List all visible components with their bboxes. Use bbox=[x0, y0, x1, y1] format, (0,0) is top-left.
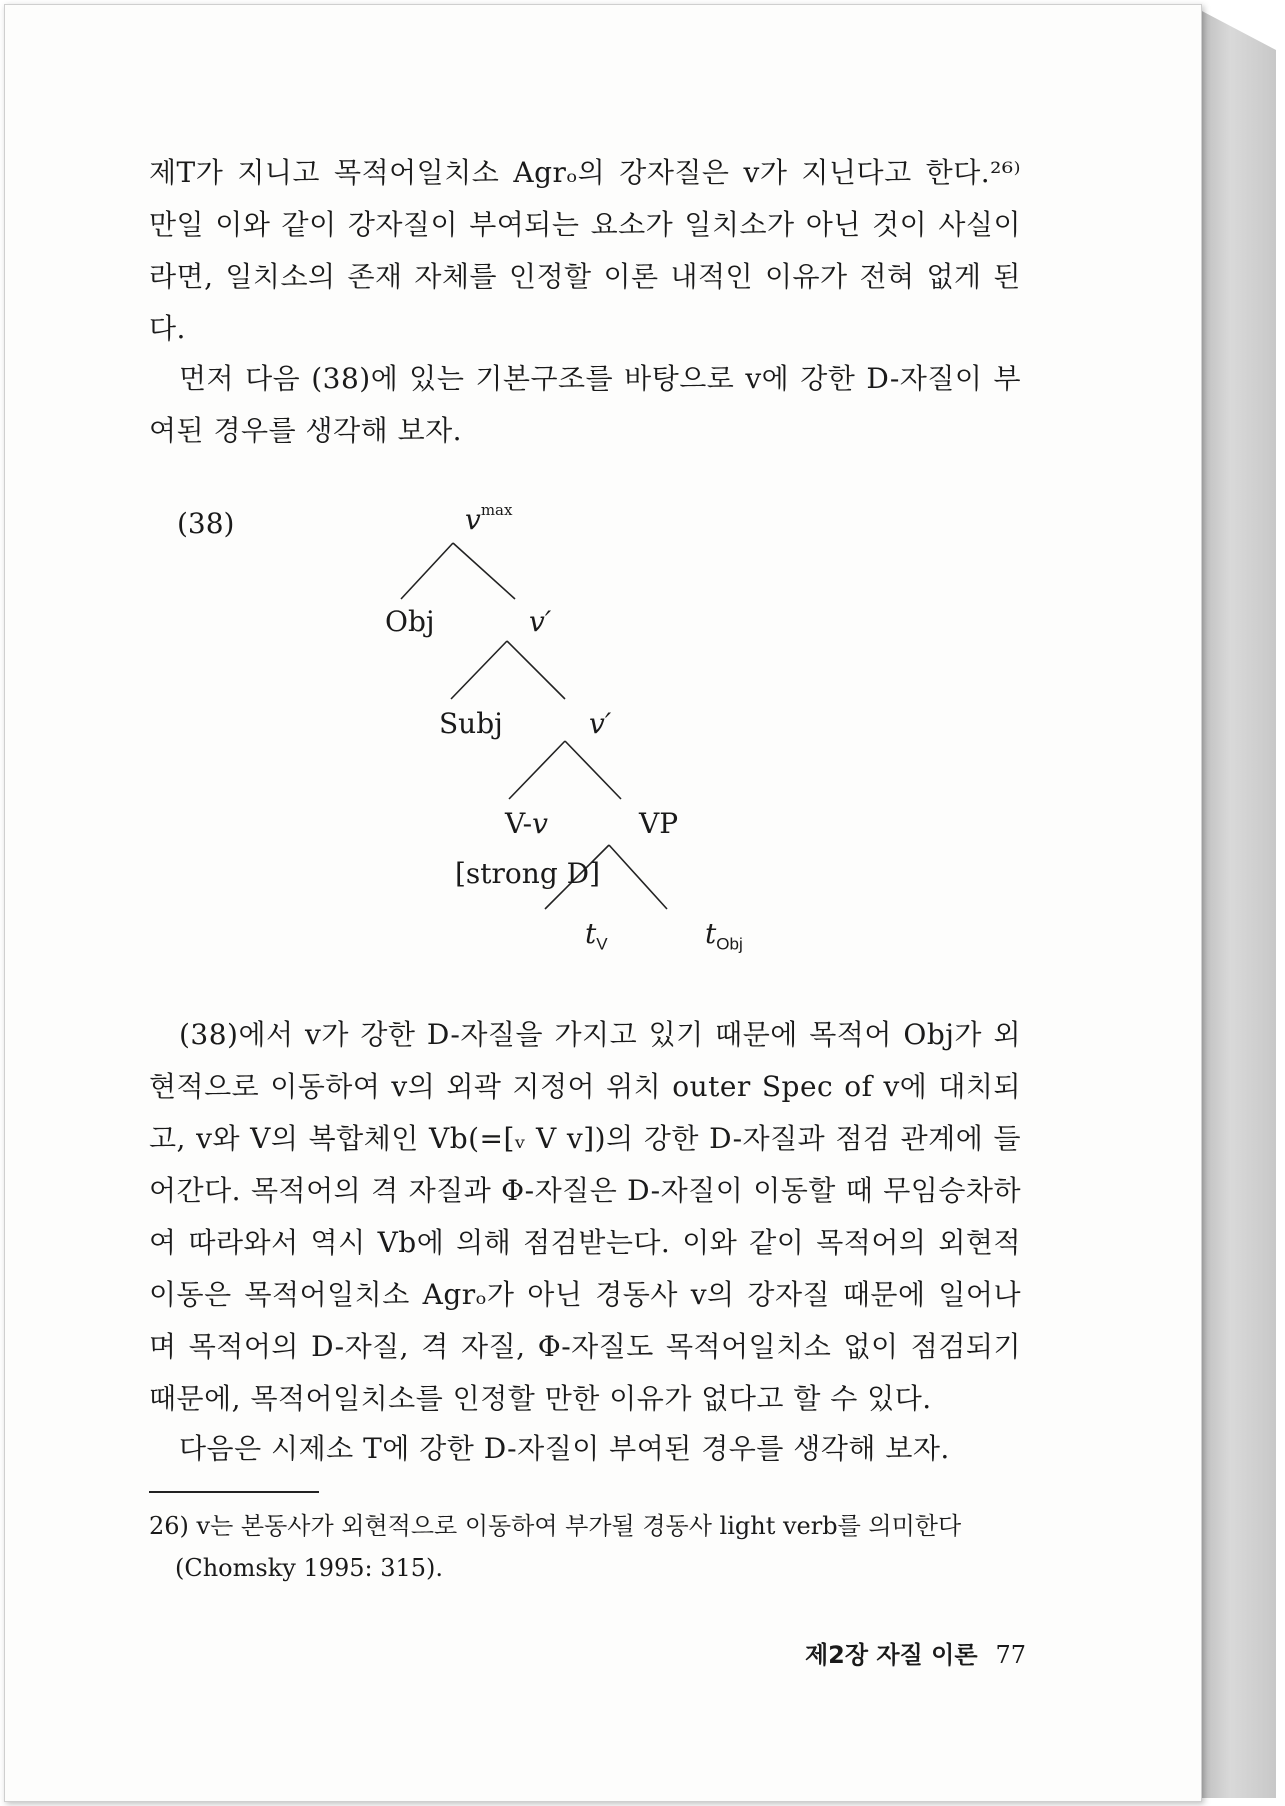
branch-vbar1-subj bbox=[451, 641, 507, 699]
branch-vbar2-vp bbox=[565, 741, 621, 799]
tree-branches bbox=[365, 501, 785, 971]
node-subj: Subj bbox=[439, 707, 503, 740]
node-trace-obj bbox=[705, 917, 743, 955]
node-vp: VP bbox=[639, 807, 679, 840]
trace-v-sub: V bbox=[596, 934, 608, 954]
node-vmax-v: v bbox=[465, 503, 481, 536]
node-vbar-2: v′ bbox=[589, 707, 612, 740]
trace-obj-t: t bbox=[705, 917, 717, 950]
paragraph-1: 제T가 지니고 목적어일치소 Agrₒ의 강자질은 v가 지닌다고 한다.²⁶⁾ 만일 이와 같이 강자질이 부여되는 요소가 일치소가 아닌 것이 사실이라면, 일치소의 존재 자체를 인정할 이론 내적인 이유가 전혀 없게 된다. bbox=[149, 156, 1021, 345]
footnote-line-1: 26) v는 본동사가 외현적으로 이동하여 부가될 경동사 light verb를 의미한다 bbox=[149, 1512, 962, 1540]
node-vbar-1: v′ bbox=[529, 605, 552, 638]
page-number: 77 bbox=[995, 1641, 1027, 1669]
book-page bbox=[4, 4, 1202, 1802]
feature-strong-d: [strong D] bbox=[455, 857, 601, 890]
footnote-line-2: (Chomsky 1995: 315). bbox=[175, 1554, 444, 1582]
paragraph-4: 다음은 시제소 T에 강한 D-자질이 부여된 경우를 생각해 보자. bbox=[179, 1432, 950, 1465]
branch-root-vbar1 bbox=[453, 543, 515, 599]
example-label: (38) bbox=[177, 507, 235, 540]
book-page-edge bbox=[1200, 10, 1276, 1798]
chapter-title: 제2장 자질 이론 bbox=[805, 1641, 978, 1669]
node-vmax bbox=[465, 501, 512, 536]
footnote-rule bbox=[149, 1491, 319, 1493]
trace-obj-sub: Obj bbox=[716, 934, 743, 954]
paragraph-3: (38)에서 v가 강한 D-자질을 가지고 있기 때문에 목적어 Obj가 외현적으로 이동하여 v의 외곽 지정어 위치 outer Spec of v에 대치되고, v와 V의 복합체인 Vb(=[ᵥ V v])의 강한 D-자질과 점검 관계에 들어간다. 목적어의 격 자질과 Φ-자질은 D-자질이 이동할 때 무임승차하여 따라와서 역시 Vb에 의해 점검받는다. 이와 같이 목적어의 외현적 이동은 목적어일치소 Agrₒ가 아닌 경동사 v의 강자질 때문에 일어나며 목적어의 D-자질, 격 자질, Φ-자질도 목적어일치소 없이 점검되기 때문에, 목적어일치소를 인정할 만한 이유가 없다고 할 수 있다. bbox=[149, 1018, 1021, 1415]
node-v-v-light: v bbox=[532, 807, 548, 840]
syntax-tree bbox=[365, 501, 785, 971]
branch-vbar2-vv bbox=[509, 741, 565, 799]
paragraph-2: 먼저 다음 (38)에 있는 기본구조를 바탕으로 v에 강한 D-자질이 부여된 경우를 생각해 보자. bbox=[149, 362, 1021, 447]
node-v-v bbox=[505, 807, 548, 840]
node-obj: Obj bbox=[385, 605, 435, 638]
node-trace-v bbox=[585, 917, 608, 955]
branch-vp-tobj bbox=[609, 845, 667, 909]
node-v-v-head: V- bbox=[505, 807, 533, 840]
branch-root-obj bbox=[401, 543, 453, 599]
running-footer bbox=[805, 1635, 1026, 1670]
trace-v-t: t bbox=[585, 917, 597, 950]
node-vmax-sup: max bbox=[480, 501, 513, 519]
branch-vbar1-vbar2 bbox=[507, 641, 565, 699]
footnote-26 bbox=[149, 1505, 1025, 1589]
